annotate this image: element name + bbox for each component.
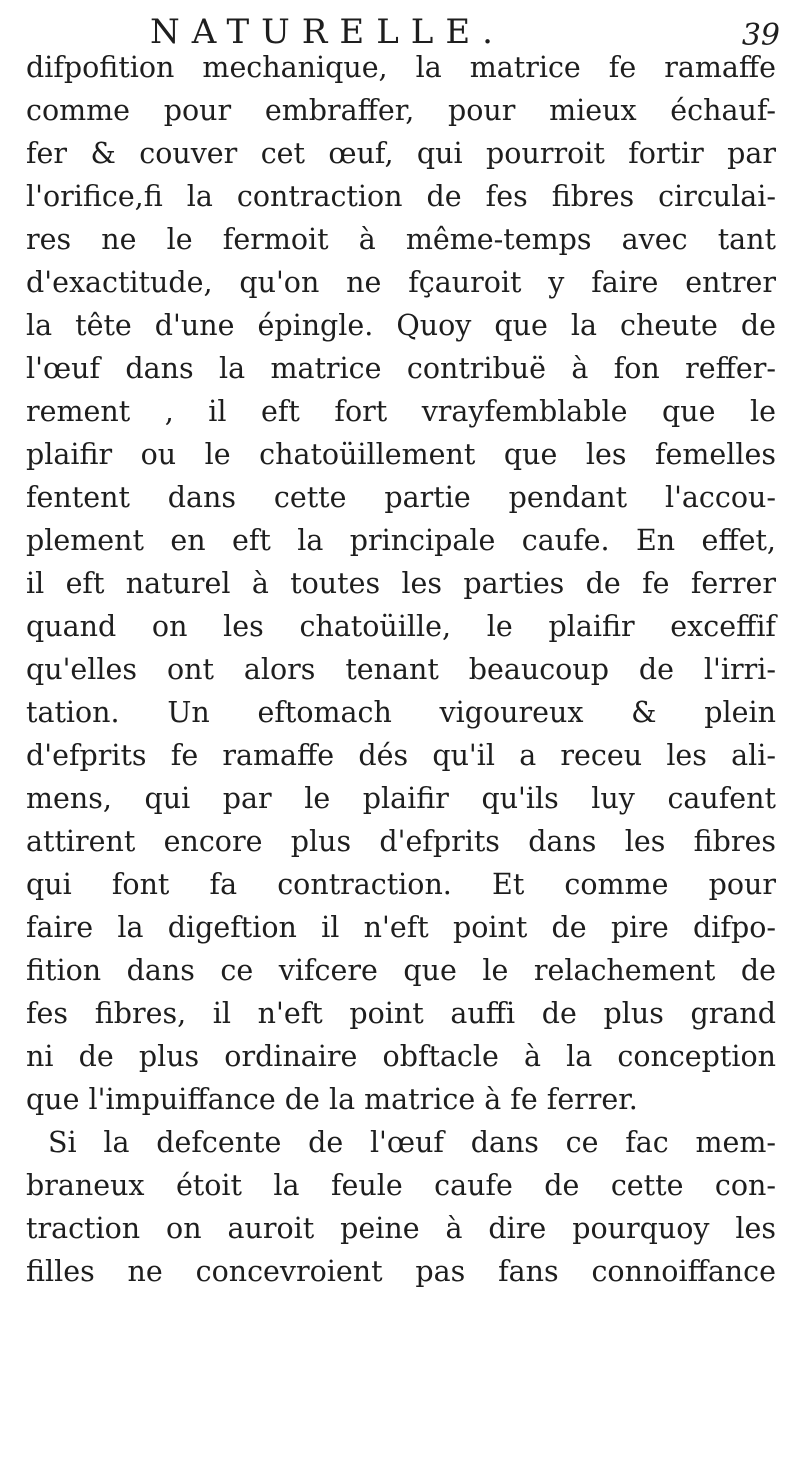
text-line: que l'impuiffance de la matrice à fe ferrer. [26, 1083, 638, 1116]
text-line: filles ne concevroient pas fans connoiffance [26, 1255, 776, 1288]
text-line: d'exactitude, qu'on ne fçauroit y faire entrer [26, 266, 776, 299]
text-line: qui font fa contraction. Et comme pour [26, 868, 776, 901]
running-title: NATURELLE. [150, 12, 505, 52]
text-line: la tête d'une épingle. Quoy que la cheute de [26, 309, 776, 342]
text-line: fentent dans cette partie pendant l'accou- [26, 481, 776, 514]
text-line: faire la digeftion il n'eft point de pire difpo- [26, 911, 776, 944]
text-line: fition dans ce vifcere que le relachement de [26, 954, 776, 987]
text-line: d'efprits fe ramaffe dés qu'il a receu les ali- [26, 739, 776, 772]
text-line: tation. Un eftomach vigoureux & plein [26, 696, 776, 729]
text-line: difpofition mechanique, la matrice fe ramaffe [26, 51, 776, 84]
text-line: Si la defcente de l'œuf dans ce fac mem- [48, 1126, 776, 1159]
text-line: il eft naturel à toutes les parties de fe ferrer [26, 567, 776, 600]
text-line: fes fibres, il n'eft point auffi de plus grand [26, 997, 776, 1030]
text-line: rement , il eft fort vrayfemblable que le [26, 395, 776, 428]
text-line: plement en eft la principale caufe. En effet, [26, 524, 776, 557]
text-line: quand on les chatoüille, le plaifir exceffif [26, 610, 776, 643]
text-line: traction on auroit peine à dire pourquoy les [26, 1212, 776, 1245]
text-line: braneux étoit la feule caufe de cette con- [26, 1169, 776, 1202]
page-number: 39 [741, 18, 780, 53]
body-text [26, 46, 776, 1293]
text-line: mens, qui par le plaifir qu'ils luy caufent [26, 782, 776, 815]
text-line: ni de plus ordinaire obftacle à la conception [26, 1040, 776, 1073]
text-line: comme pour embraffer, pour mieux échauf- [26, 94, 776, 127]
text-line: res ne le fermoit à même-temps avec tant [26, 223, 776, 256]
text-line: l'orifice,fi la contraction de fes fibres circulai- [26, 180, 776, 213]
text-line: plaifir ou le chatoüillement que les femelles [26, 438, 776, 471]
text-line: attirent encore plus d'efprits dans les fibres [26, 825, 776, 858]
text-line: fer & couver cet œuf, qui pourroit fortir par [26, 137, 776, 170]
text-line: qu'elles ont alors tenant beaucoup de l'irri- [26, 653, 776, 686]
text-line: l'œuf dans la matrice contribuë à fon reffer- [26, 352, 776, 385]
